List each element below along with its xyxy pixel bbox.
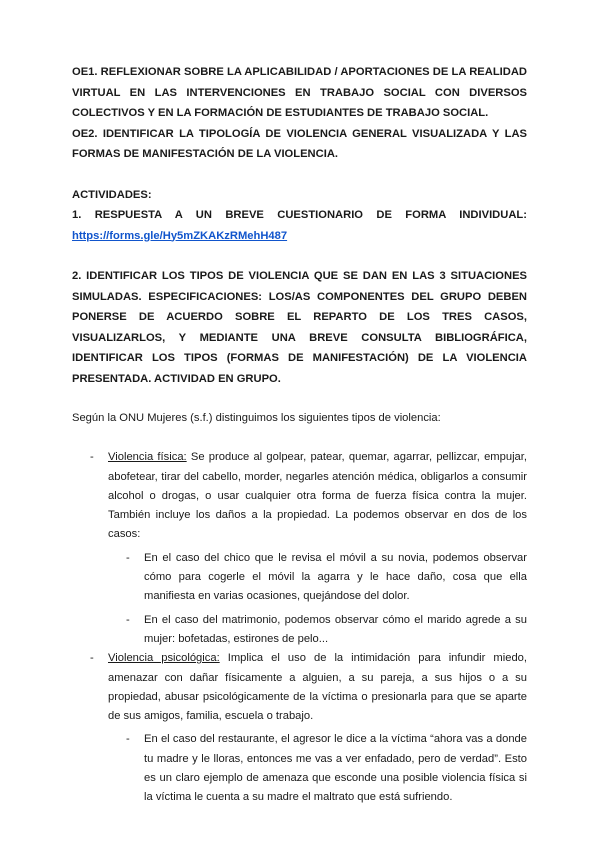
examples-list [108,730,527,807]
violence-types-list [72,448,527,807]
objective-oe1: OE1. REFLEXIONAR SOBRE LA APLICABILIDAD / APORTACIONES DE LA REALIDAD VIRTUAL EN LAS INTERVENCIONES EN TRABAJO SOCIAL CON DIVERSOS COLECTIVOS Y EN LA FORMACIÓN DE ESTUDIANTES DE TRABAJO SOCIAL. [72,66,527,119]
list-item: - En el caso del restaurante, el agresor le dice a la víctima “ahora vas a donde tu madre y le lloras, entonces me vas a ver enfadado, pero de verdad”. Esto es un claro ejemplo de amenaza que esconde una posible violencia física si la víctima le cuenta a su madre el maltrato que está sufriendo. [108,730,527,807]
activity-2: 2. IDENTIFICAR LOS TIPOS DE VIOLENCIA QUE SE DAN EN LAS 3 SITUACIONES SIMULADAS. ESPECIFICACIONES: LOS/AS COMPONENTES DEL GRUPO DEBEN PONERSE DE ACUERDO SOBRE EL REPARTO DE LOS TRES CASOS, VISUALIZARLOS, Y MEDIANTE UNA BREVE CONSULTA BIBLIOGRÁFICA, IDENTIFICAR LOS TIPOS (FORMAS DE MANIFESTACIÓN) DE LA VIOLENCIA PRESENTADA. ACTIVIDAD EN GRUPO. [72,270,527,385]
activities-heading: ACTIVIDADES: [72,188,152,201]
violence-type-name: Violencia psicológica: [108,652,220,665]
spacer [72,428,527,448]
violence-type-name: Violencia física: [108,451,187,464]
list-item: - En el caso del matrimonio, podemos observar cómo el marido agrede a su mujer: bofetadas, estirones de pelo... [108,611,527,650]
questionnaire-link[interactable]: https://forms.gle/Hy5mZKAKzRMehH487 [72,229,288,242]
list-item [72,448,527,649]
objective-oe2: OE2. IDENTIFICAR LA TIPOLOGÍA DE VIOLENCIA GENERAL VISUALIZADA Y LAS FORMAS DE MANIFESTACIÓN DE LA VIOLENCIA. [72,127,527,160]
spacer [72,165,527,185]
activity-1: 1. RESPUESTA A UN BREVE CUESTIONARIO DE FORMA INDIVIDUAL: [72,209,527,221]
list-item [72,649,527,807]
spacer [72,389,527,409]
violence-type-description: Implica el uso de la intimidación para infundir miedo, amenazar con dañar físicamente a alguien, a su pareja, a sus hijos o a su propiedad, abusar psicológicamente de la víctima o presionarla para que se aparte de sus amigos, familia, escuela o trabajo. [108,652,527,723]
examples-list [108,549,527,649]
spacer [72,246,527,266]
intro-text: Según la ONU Mujeres (s.f.) distinguimos los siguientes tipos de violencia: [72,412,441,424]
list-item: - En el caso del chico que le revisa el móvil a su novia, podemos observar cómo para cogerle el móvil la agarra y le hace daño, cosa que ella manifiesta en varias ocasiones, quejándose del dolor. [108,549,527,607]
document-page [72,62,527,808]
violence-type-description: Se produce al golpear, patear, quemar, agarrar, pellizcar, empujar, abofetear, tirar del cabello, morder, negarles atención médica, obligarlos a consumir alcohol o drogas, o usar cualquier otra forma de fuerza física contra la mujer. También incluye los daños a la propiedad. La podemos observar en dos de los casos: [108,451,527,541]
activity-1-link-row [72,226,527,247]
